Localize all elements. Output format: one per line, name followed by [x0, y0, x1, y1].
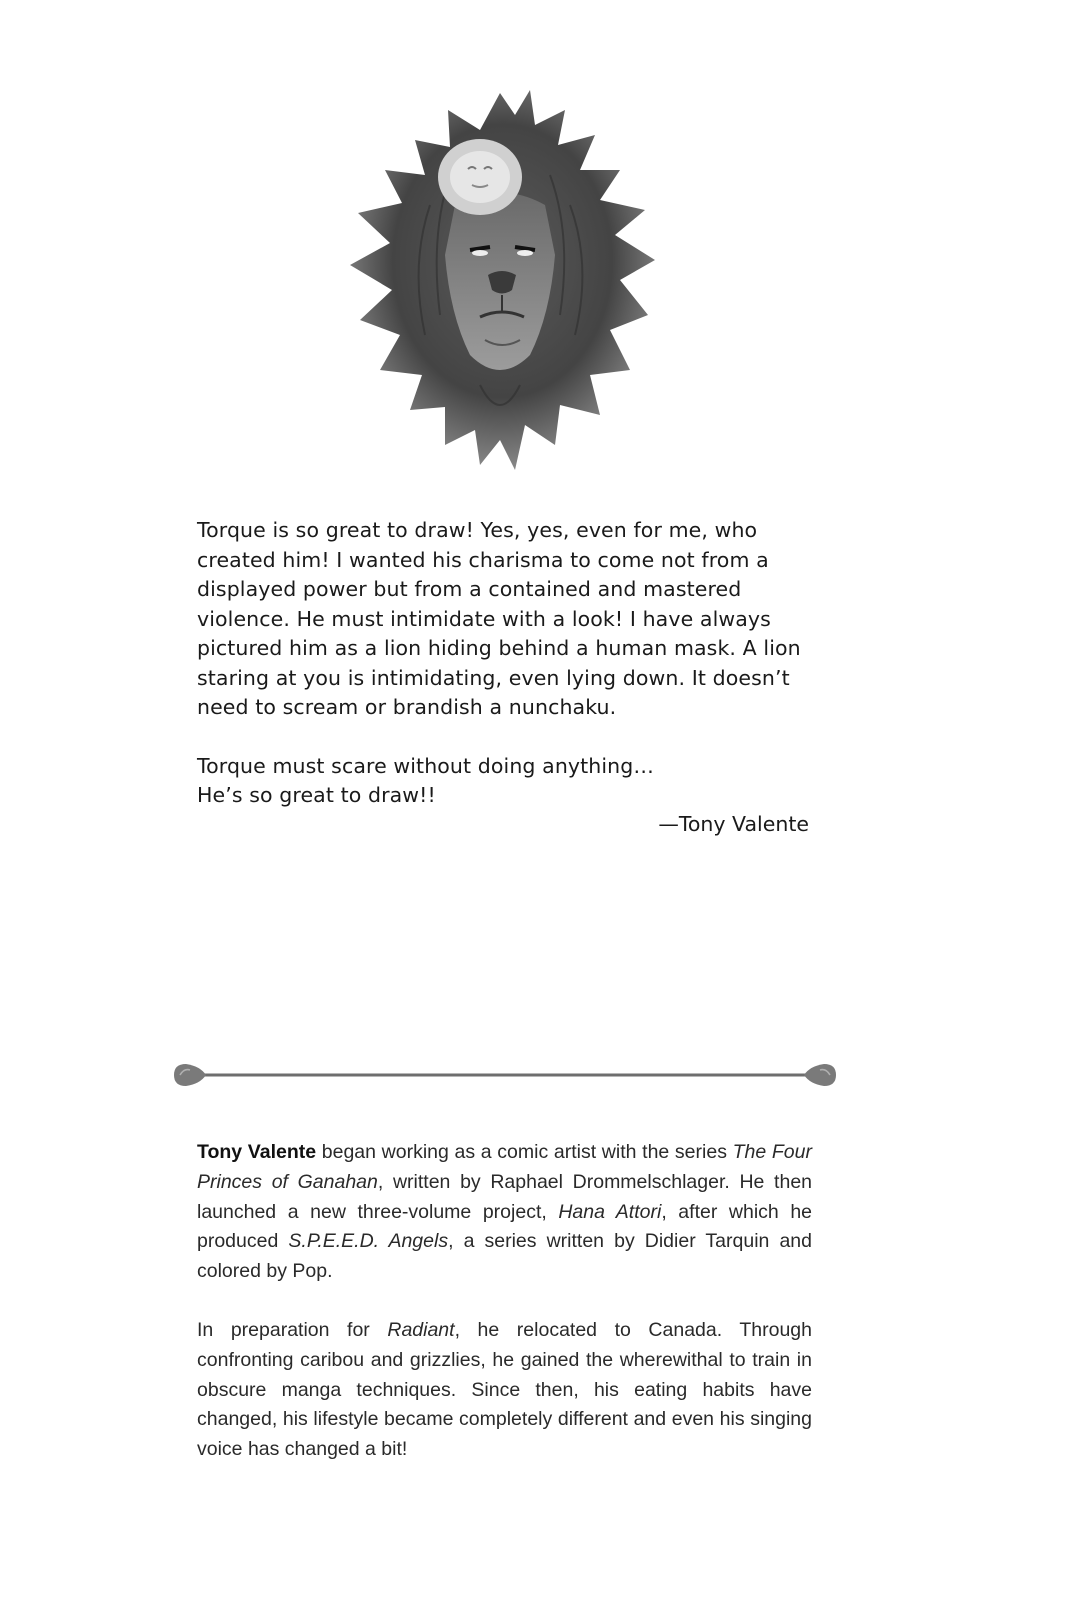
bio-paragraph-1	[197, 1138, 812, 1287]
author-note-paragraph-2	[197, 752, 809, 811]
series-title: Radiant	[387, 1318, 455, 1341]
author-note-line-1: Torque must scare without doing anything…	[197, 753, 654, 778]
bio-text: began working as a comic artist with the series	[316, 1141, 733, 1163]
author-note	[197, 516, 809, 811]
series-title: S.P.E.E.D. Angels	[288, 1230, 449, 1253]
author-note-paragraph-1: Torque is so great to draw! Yes, yes, even for me, who created him! I wanted his charisma to come not from a displayed power but from a contained and mastered violence. He must intimidate with a look! I have always pictured him as a lion hiding behind a human mask. A lion staring at you is intimidating, even lying down. It doesn’t need to scream or brandish a nunchaku.	[197, 518, 801, 719]
author-signature: —Tony Valente	[658, 812, 809, 836]
bio-text: , written by Raphael Drommelschlager. He then launched a new three-volume project,	[197, 1170, 813, 1223]
ornamental-divider	[172, 1060, 838, 1090]
series-title: Hana Attori	[558, 1200, 662, 1223]
bio-text: , he relocated to Canada. Through confronting caribou and grizzlies, he gained the wherewithal to train in obscure manga techniques. Since then, his eating habits have changed, his lifestyle became completely different and even his singing voice has changed a bit!	[197, 1318, 812, 1461]
author-biography	[197, 1138, 812, 1465]
bio-text: In preparation for	[197, 1318, 388, 1341]
lion-head-illustration	[330, 85, 670, 480]
bio-text: , after which he produced	[197, 1200, 813, 1253]
bio-paragraph-2	[197, 1316, 812, 1465]
author-note-line-2: He’s so great to draw!!	[197, 783, 436, 807]
author-name: Tony Valente	[197, 1141, 317, 1163]
bio-text: , a series written by Didier Tarquin and colored by Pop.	[197, 1230, 812, 1283]
series-title: The Four Princes of Ganahan	[197, 1141, 812, 1193]
